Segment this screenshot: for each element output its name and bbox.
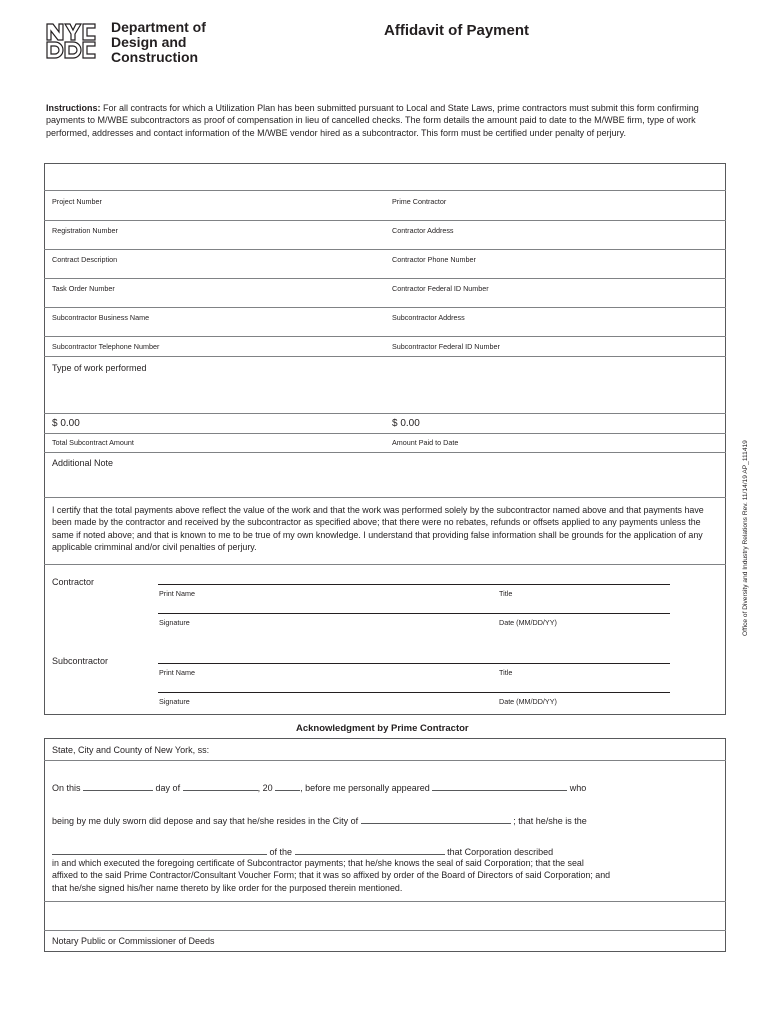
divider <box>44 452 726 453</box>
on-this-line <box>52 782 586 793</box>
project-number-label: Project Number <box>52 197 102 206</box>
print-name-label: Print Name <box>159 668 195 677</box>
day-of-text: day of <box>155 783 181 793</box>
divider <box>44 413 726 414</box>
signature-label: Signature <box>159 618 190 627</box>
sworn-line <box>52 815 587 826</box>
document-title: Affidavit of Payment <box>384 22 530 39</box>
on-this-text: On this <box>52 783 81 793</box>
total-subcontract-amount-value: $ 0.00 <box>52 418 80 429</box>
registration-number-label: Registration Number <box>52 226 118 235</box>
subcontractor-label: Subcontractor <box>52 656 109 666</box>
year-prefix-text: , 20 <box>257 783 273 793</box>
contractor-name-line[interactable] <box>158 584 670 585</box>
acknowledgment-paragraph: in and which executed the foregoing certificate of Subcontractor payments; that he/she knows the seal of said Corporation; that the seal affixed to the said Prime Contractor/Consultant Voucher Form; that it was so affixed by order of the Board of Directors of said Corporation; and that he/she signed his/her name thereto by like order for the purposed therein mentioned. <box>52 858 611 893</box>
divider <box>44 930 726 931</box>
logo-graphic <box>45 22 103 60</box>
form-box <box>44 163 726 715</box>
divider <box>44 307 726 308</box>
amount-paid-to-date-label: Amount Paid to Date <box>392 438 459 447</box>
header-divider <box>44 190 726 191</box>
instructions-text: For all contracts for which a Utilization Plan has been submitted pursuant to Local and State Laws, prime contractors must submit this form confirming payments to M/WBE subcontractors as proof of compensation in lieu of cancelled checks. The form details the amount paid to date to the M/WBE firm, type of work performed, addresses and contact information of the M/WBE vendor hired as a subcontractor. This form must be certified under penalty of perjury. <box>46 103 699 138</box>
contractor-address-label: Contractor Address <box>392 226 454 235</box>
subcontractor-business-name-label: Subcontractor Business Name <box>52 313 150 322</box>
contract-description-label: Contract Description <box>52 255 118 264</box>
of-the-text: of the <box>269 847 293 857</box>
print-name-label: Print Name <box>159 589 195 598</box>
sworn-text: being by me duly sworn did depose and say that he/she resides in the City of <box>52 816 359 826</box>
divider <box>44 760 726 761</box>
divider <box>44 564 726 565</box>
contractor-federal-id-label: Contractor Federal ID Number <box>392 284 489 293</box>
contractor-phone-label: Contractor Phone Number <box>392 255 476 264</box>
divider <box>44 336 726 337</box>
year-blank[interactable] <box>275 782 300 791</box>
divider <box>44 433 726 434</box>
task-order-number-label: Task Order Number <box>52 284 115 293</box>
dept-line-3: Construction <box>111 49 199 65</box>
signature-label: Signature <box>159 697 190 706</box>
contractor-signature-line[interactable] <box>158 613 670 614</box>
dept-line-2: Design and <box>111 34 187 50</box>
side-revision-note: Office of Diversity and Industry Relations Rev. 11/14/19 AP_111419 <box>742 440 749 636</box>
who-text: who <box>569 783 587 793</box>
corporation-blank[interactable] <box>295 846 445 855</box>
divider <box>44 497 726 498</box>
acknowledgment-title: Acknowledgment by Prime Contractor <box>296 723 469 734</box>
that-is-text: ; that he/she is the <box>513 816 587 826</box>
dept-line-1: Department of <box>111 19 206 35</box>
day-blank[interactable] <box>83 782 153 791</box>
title-label: Title <box>499 589 513 598</box>
before-me-text: , before me personally appeared <box>300 783 430 793</box>
notary-label: Notary Public or Commissioner of Deeds <box>52 936 215 946</box>
title-label: Title <box>499 668 513 677</box>
contractor-label: Contractor <box>52 577 95 587</box>
department-name <box>111 20 206 65</box>
position-blank[interactable] <box>52 846 267 855</box>
subcontractor-address-label: Subcontractor Address <box>392 313 465 322</box>
prime-contractor-label: Prime Contractor <box>392 197 447 206</box>
city-blank[interactable] <box>361 815 511 824</box>
amount-paid-value: $ 0.00 <box>392 418 420 429</box>
acknowledgment-box <box>44 738 726 952</box>
instructions <box>46 102 716 139</box>
appeared-name-blank[interactable] <box>432 782 567 791</box>
certification-text: I certify that the total payments above reflect the value of the work and that the work was performed solely by the subcontractor named above and that payments have been made by the contractor and received by the subcontractor as specified above; that there were no rebates, refunds or offsets applied to any payments unless the same if noted above; and that is known to me to be true of my own knowledge. I understand that providing false information shall be grounds for the application of any applicable crimminal and/or civil penalties of perjury. <box>52 505 704 552</box>
nyc-ddc-logo <box>45 22 103 60</box>
subcontractor-signature-line[interactable] <box>158 692 670 693</box>
instructions-label: Instructions: <box>46 103 101 113</box>
type-of-work-label: Type of work performed <box>52 363 147 373</box>
subcontractor-name-line[interactable] <box>158 663 670 664</box>
state-line: State, City and County of New York, ss: <box>52 745 210 755</box>
divider <box>44 278 726 279</box>
total-subcontract-amount-label: Total Subcontract Amount <box>52 438 134 447</box>
month-blank[interactable] <box>183 782 258 791</box>
corp-described-text: that Corporation described <box>447 847 554 857</box>
divider <box>44 356 726 357</box>
additional-note-label: Additional Note <box>52 458 114 468</box>
subcontractor-federal-id-label: Subcontractor Federal ID Number <box>392 342 500 351</box>
divider <box>44 901 726 902</box>
subcontractor-phone-label: Subcontractor Telephone Number <box>52 342 160 351</box>
date-label: Date (MM/DD/YY) <box>499 697 557 706</box>
divider <box>44 249 726 250</box>
divider <box>44 220 726 221</box>
date-label: Date (MM/DD/YY) <box>499 618 557 627</box>
of-the-line <box>52 846 553 857</box>
